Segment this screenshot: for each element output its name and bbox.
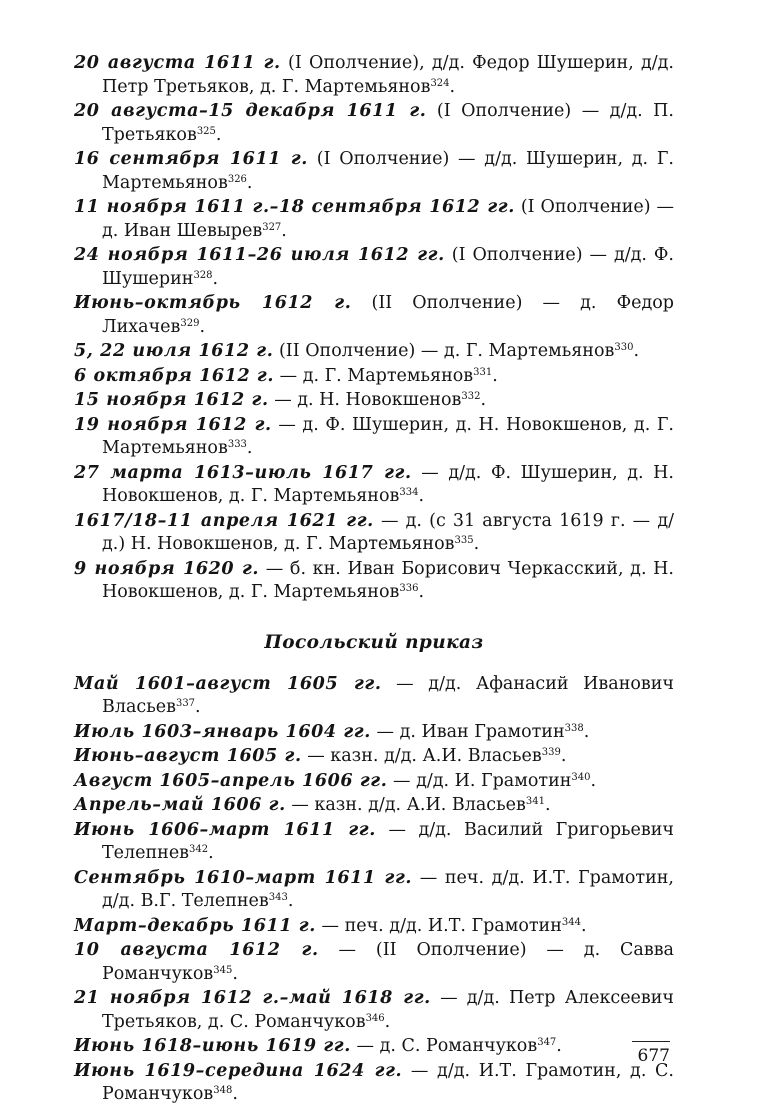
footnote-ref: 325 [196, 125, 216, 137]
entry-text: (II Ополчение) — д. Г. Мартемьянов [273, 341, 615, 361]
chronicle-entry [74, 915, 674, 939]
entry-end: . [287, 891, 294, 911]
entry-date: Апрель–май 1606 г. [74, 795, 286, 815]
entry-text: — д. Н. Новокшенов [268, 390, 462, 410]
chronicle-entry [74, 52, 674, 99]
entry-date: 24 ноября 1611–26 июля 1612 гг. [74, 245, 445, 265]
entry-text: — печ. д/д. И.Т. Грамотин [315, 915, 562, 936]
footnote-ref: 341 [525, 796, 545, 807]
entry-date: Июнь 1606–март 1611 гг. [74, 819, 376, 840]
entry-end: . [633, 341, 640, 361]
chronicle-entry [74, 292, 674, 339]
footnote-ref: 346 [365, 1012, 385, 1024]
footnote-ref: 345 [213, 964, 233, 976]
chronicle-entry [74, 510, 674, 557]
entry-text: — казн. д/д. А.И. Власьев [301, 746, 542, 766]
chronicle-entry [74, 939, 674, 986]
entry-text: (I Ополчение) — д/д. П. Третьяков [102, 101, 674, 145]
entry-end: . [246, 438, 253, 458]
chronicle-entry [74, 1035, 674, 1059]
entry-date: 20 августа–15 декабря 1611 г. [74, 101, 427, 121]
entry-date: 19 ноября 1612 г. [74, 414, 272, 435]
entry-text: — д. С. Романчуков [350, 1036, 538, 1056]
entry-end: . [246, 172, 253, 193]
chronicle-entry [74, 148, 674, 195]
entry-end: . [492, 365, 498, 386]
footnote-ref: 333 [227, 439, 247, 450]
entry-date: Июль 1603–январь 1604 гг. [74, 721, 371, 742]
footnote-ref: 329 [180, 317, 200, 329]
entry-end: . [544, 795, 551, 815]
entry-date: 20 августа 1611 г. [74, 53, 281, 73]
entry-text: — д/д. Петр Алексеевич Третьяков, д. С. Романчуков [102, 988, 674, 1032]
entry-end: . [215, 124, 222, 145]
footnote-ref: 340 [571, 771, 591, 783]
entry-text: (I Ополчение) — д/д. Ф. Шушерин [102, 245, 674, 289]
entry-date: Сентябрь 1610–март 1611 гг. [74, 867, 413, 888]
entry-text: — д. Г. Мартемьянов [274, 365, 474, 386]
entry-end: . [590, 770, 597, 791]
entry-text: (I Ополчение), д/д. Федор Шушерин, д/д. Петр Третьяков, д. Г. Мартемьянов [102, 53, 674, 97]
entry-end: . [418, 486, 425, 506]
entry-date: Март–декабрь 1611 г. [74, 915, 316, 936]
entry-date: Июнь 1619–середина 1624 гг. [74, 1060, 403, 1081]
entry-date: 9 ноября 1620 г. [74, 558, 260, 579]
entry-end: . [384, 1011, 391, 1032]
chronicle-entry [74, 558, 674, 605]
footnote-ref: 343 [268, 892, 288, 903]
footnote-ref: 328 [193, 269, 213, 281]
footnote-ref: 337 [175, 698, 196, 709]
entry-end: . [580, 915, 587, 936]
entry-end: . [195, 697, 201, 717]
entry-end: . [480, 390, 487, 410]
entry-text: — д. (с 31 августа 1619 г. — д/д.) Н. Новокшенов, д. Г. Мартемьянов [102, 510, 674, 554]
entry-text: — д. Ф. Шушерин, д. Н. Новокшенов, д. Г. Мартемьянов [102, 414, 674, 458]
entry-date: 1617/18–11 апреля 1621 гг. [74, 510, 374, 531]
entry-text: — д/д. Ф. Шушерин, д. Н. Новокшенов, д. Г. Мартемьянов [102, 462, 674, 506]
entry-text: — д/д. И.Т. Грамотин, д. С. Романчуков [102, 1060, 674, 1104]
entry-date: 10 августа 1612 г. [74, 940, 319, 960]
section-title: Посольский приказ [264, 631, 484, 653]
chronicle-entry [74, 365, 674, 389]
entry-text: — д/д. Афанасий Иванович Власьев [102, 673, 675, 717]
chronicle-entry [74, 100, 674, 147]
chronicle-entry [74, 1060, 674, 1107]
entry-date: 21 ноября 1612 г.–май 1618 гг. [74, 988, 431, 1008]
footnote-ref: 335 [454, 535, 474, 546]
entry-date: Июнь 1618–июнь 1619 гг. [74, 1036, 351, 1056]
entry-date: 11 ноября 1611 г.–18 сентября 1612 гг. [74, 197, 515, 217]
entry-text: — (II Ополчение) — д. Савва Романчуков [102, 940, 674, 984]
footnote-ref: 347 [537, 1037, 557, 1048]
entry-end: . [199, 316, 206, 337]
footnote-ref: 332 [461, 391, 481, 402]
entry-end: . [449, 76, 456, 97]
footnote-ref: 348 [213, 1085, 233, 1096]
entry-end: . [556, 1036, 562, 1056]
entry-date: 15 ноября 1612 г. [74, 390, 269, 410]
entry-text: — казн. д/д. А.И. Власьев [285, 795, 526, 815]
chronicle-entry [74, 673, 674, 720]
chronicle-entry [74, 770, 674, 794]
chronicle-entry [74, 794, 674, 818]
footnote-ref: 338 [564, 722, 584, 734]
footnote-ref: 326 [227, 173, 247, 185]
entry-date: Июнь–август 1605 г. [74, 746, 302, 766]
chronicle-entry [74, 819, 674, 866]
entry-end: . [212, 268, 219, 289]
entry-date: 27 марта 1613–июль 1617 гг. [74, 462, 412, 483]
footnote-ref: 339 [541, 747, 561, 758]
entry-end: . [560, 746, 567, 766]
footnote-ref: 327 [262, 221, 282, 233]
chronicle-entry [74, 244, 674, 291]
footnote-ref: 344 [561, 916, 581, 928]
chronicle-entry [74, 462, 674, 509]
text-column [74, 52, 674, 1108]
entry-text: (II Ополчение) — д. Федор Лихачев [102, 293, 674, 337]
entry-text: — д. Иван Грамотин [370, 721, 565, 742]
chronicle-entry [74, 340, 674, 364]
entry-end: . [418, 582, 425, 602]
entry-date: 5, 22 июля 1612 г. [74, 341, 274, 361]
entry-date: Август 1605–апрель 1606 гг. [74, 770, 388, 791]
entry-date: Май 1601–август 1605 гг. [74, 673, 382, 694]
page-number: 677 [632, 1041, 670, 1066]
entry-date: Июнь–октябрь 1612 г. [74, 293, 352, 313]
chronicle-entry [74, 745, 674, 769]
entry-date: 6 октября 1612 г. [74, 365, 275, 386]
chronicle-entry [74, 867, 674, 914]
entry-end: . [232, 963, 238, 984]
entry-end: . [208, 843, 214, 863]
entry-text: (I Ополчение) — д/д. Шушерин, д. Г. Мартемьянов [102, 149, 674, 193]
footnote-ref: 324 [430, 77, 450, 89]
entry-text: — д/д. И. Грамотин [387, 770, 572, 791]
footnote-ref: 331 [473, 366, 493, 378]
entry-text: — печ. д/д. И.Т. Грамотин, д/д. В.Г. Телепнев [102, 867, 674, 911]
entry-text: (I Ополчение) — д. Иван Шевырев [102, 197, 674, 241]
footnote-ref: 342 [189, 844, 209, 855]
chronicle-entry [74, 389, 674, 413]
entry-end: . [281, 220, 287, 241]
entry-date: 16 сентября 1611 г. [74, 149, 308, 169]
entry-text: — д/д. Василий Григорьевич Телепнев [102, 819, 674, 863]
entry-end: . [583, 721, 590, 742]
entry-text: — б. кн. Иван Борисович Черкасский, д. Н. Новокшенов, д. Г. Мартемьянов [102, 558, 674, 602]
footnote-ref: 336 [399, 583, 419, 594]
chronicle-entry [74, 414, 674, 461]
chronicle-entry [74, 721, 674, 745]
entry-end: . [232, 1084, 238, 1104]
chronicle-entry [74, 196, 674, 243]
entry-end: . [473, 534, 480, 554]
footnote-ref: 334 [399, 487, 419, 498]
footnote-ref: 330 [614, 342, 634, 353]
chronicle-entry [74, 987, 674, 1034]
